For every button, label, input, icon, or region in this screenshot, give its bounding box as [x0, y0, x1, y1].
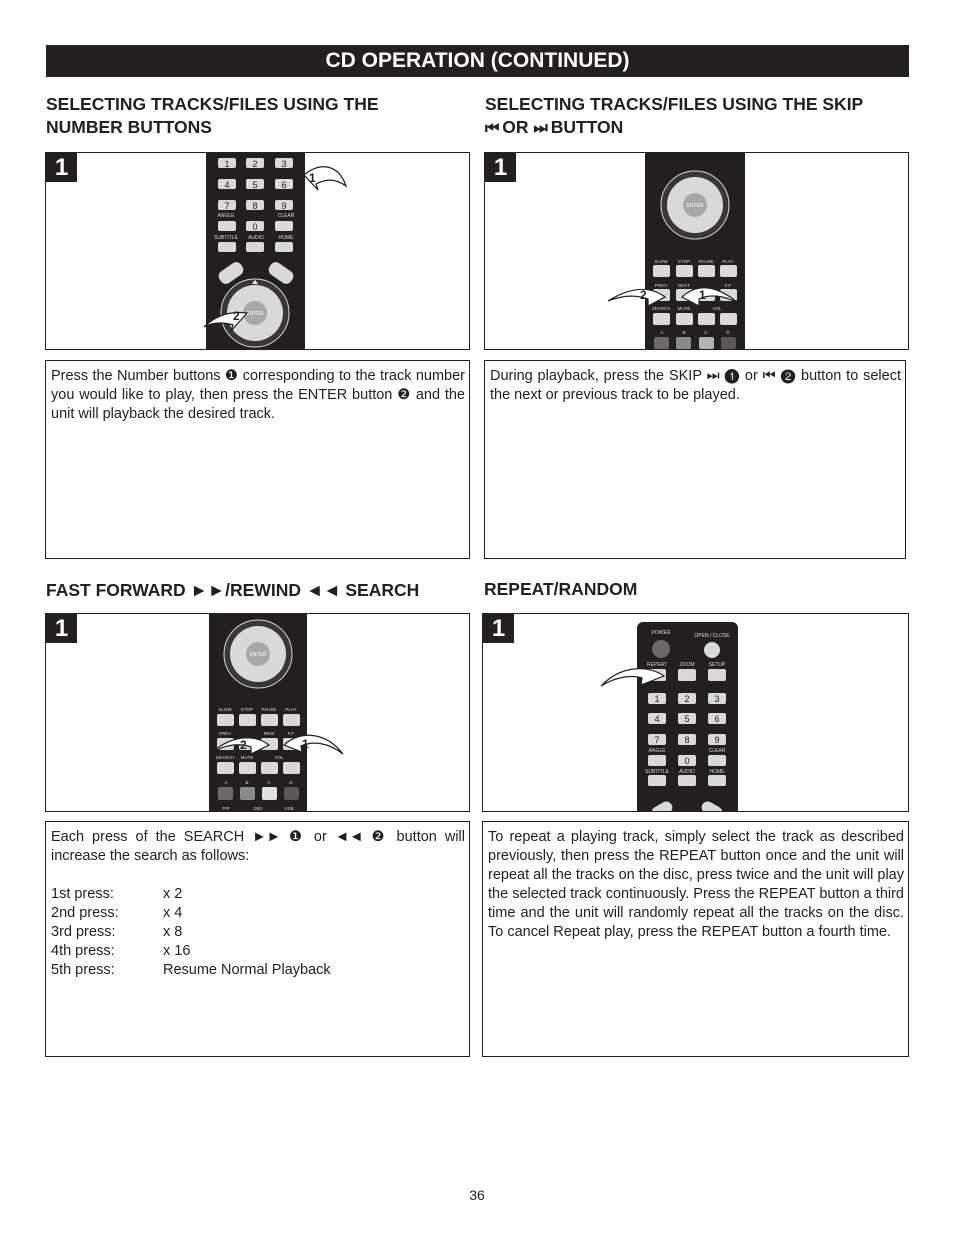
heading-button-word: BUTTON — [550, 117, 624, 137]
remote-label: C — [267, 780, 271, 785]
remote-label: D — [726, 330, 730, 335]
callout-arrows — [46, 614, 470, 812]
digit-label: 1 — [224, 159, 230, 169]
callout-number: 1 — [699, 288, 706, 302]
press-label: 5th press: — [51, 962, 115, 978]
remote-label: HOME — [278, 235, 294, 241]
remote-label: D — [289, 780, 293, 785]
press-label: 4th press: — [51, 943, 115, 959]
digit-label: 7 — [224, 201, 230, 211]
remote-label: PREV — [218, 731, 232, 736]
heading-or: OR — [502, 117, 529, 137]
remote-label: ENTER — [249, 652, 267, 658]
remote-label: POWER — [651, 630, 671, 636]
digit-label: 2 — [252, 159, 258, 169]
remote-label: CLEAR — [708, 748, 726, 754]
remote-label: PIP — [222, 806, 230, 811]
press-value: x 2 — [163, 886, 183, 902]
heading-line: SELECTING TRACKS/FILES USING THE — [46, 94, 379, 114]
search-speed-list — [51, 885, 465, 980]
callout-arrows — [483, 614, 909, 812]
instructions-skip: During playback, press the SKIP ⏭ ❶ or ⏮ ❷ button to select the next or previous track to be played. — [484, 360, 906, 559]
digit-label: 1 — [654, 694, 660, 704]
remote-label: ANGLE — [648, 748, 666, 754]
remote-label: ANGLE — [217, 213, 235, 219]
figure-repeat-button — [482, 613, 909, 812]
callout-number: 2 — [233, 309, 240, 323]
digit-label: 4 — [654, 714, 660, 724]
remote-label: USB — [284, 806, 294, 811]
remote-label: PAUSE — [261, 707, 277, 712]
figure-skip-buttons — [484, 152, 909, 350]
remote-label: SLOW — [218, 707, 232, 712]
step-number: 1 — [46, 153, 77, 182]
heading-line: SELECTING TRACKS/FILES USING THE SKIP — [485, 94, 864, 114]
remote-label: MUTE — [240, 755, 254, 760]
remote-label: VOL — [274, 755, 284, 760]
remote-label: REPEAT — [647, 662, 667, 668]
press-value: Resume Normal Playback — [163, 962, 331, 978]
remote-label: VOL — [712, 306, 722, 311]
digit-label: 6 — [281, 180, 287, 190]
remote-label: STOP — [677, 259, 691, 264]
callout-number: 1 — [309, 171, 316, 185]
page-number: 36 — [469, 1187, 485, 1203]
instructions-number-buttons: Press the Number buttons ❶ corresponding to the track number you would like to play, then press the ENTER button ❷ and the unit will playback the desired track. — [45, 360, 470, 559]
remote-label: ENTER — [686, 203, 704, 209]
section-banner: CD OPERATION (CONTINUED) — [46, 45, 909, 77]
step-number: 1 — [46, 614, 77, 643]
remote-label: NEXT — [677, 283, 691, 288]
remote-label: STOP — [240, 707, 254, 712]
remote-label: PREV — [654, 283, 668, 288]
remote-label: PAUSE — [698, 259, 714, 264]
press-value: x 8 — [163, 924, 183, 940]
digit-label: 8 — [684, 735, 690, 745]
digit-label: 5 — [252, 180, 258, 190]
press-label: 1st press: — [51, 886, 114, 902]
remote-label: HOME — [709, 769, 725, 775]
remote-label: CLEAR — [277, 213, 295, 219]
digit-label: 3 — [281, 159, 287, 169]
heading-skip — [485, 93, 909, 139]
figure-number-buttons — [45, 152, 470, 350]
figure-search-buttons — [45, 613, 470, 812]
step-number: 1 — [485, 153, 516, 182]
remote-label: PLAY — [285, 707, 297, 712]
list-item — [51, 885, 465, 904]
remote-label: F.F — [724, 283, 732, 288]
remote-label: 2ND — [253, 806, 263, 811]
heading-line — [485, 116, 909, 139]
digit-label: 2 — [684, 694, 690, 704]
callout-arrows — [485, 153, 909, 350]
remote-label: OPEN / CLOSE — [694, 633, 730, 639]
remote-label: SUBTITLE — [214, 235, 238, 241]
digit-label: 3 — [714, 694, 720, 704]
remote-label: SLOW — [654, 259, 668, 264]
remote-label: MUTE — [677, 306, 691, 311]
callout-arrows — [46, 153, 470, 350]
digit-label: 9 — [714, 735, 720, 745]
step-number: 1 — [483, 614, 514, 643]
digit-label: 0 — [252, 222, 258, 232]
remote-label: F.F — [287, 731, 295, 736]
remote-label: B — [245, 780, 249, 785]
remote-label: AUDIO — [679, 769, 695, 775]
remote-label: ENTER — [246, 311, 264, 317]
remote-label: REW — [263, 731, 275, 736]
list-item — [51, 904, 465, 923]
remote-label: ZOOM — [679, 662, 695, 668]
heading-search: FAST FORWARD ►►/REWIND ◄◄ SEARCH — [46, 580, 420, 600]
remote-label: B — [682, 330, 686, 335]
list-item — [51, 961, 465, 980]
remote-label: SEARCH — [651, 306, 671, 311]
callout-number: 2 — [240, 738, 247, 752]
digit-label: 8 — [252, 201, 258, 211]
digit-label: 5 — [684, 714, 690, 724]
digit-label: 4 — [224, 180, 230, 190]
press-value: x 4 — [163, 905, 183, 921]
heading-repeat: REPEAT/RANDOM — [484, 579, 638, 599]
remote-label: PLAY — [722, 259, 734, 264]
digit-label: 6 — [714, 714, 720, 724]
remote-label: A — [224, 780, 228, 785]
skip-next-icon: ⏭ — [533, 118, 546, 137]
digit-label: 9 — [281, 201, 287, 211]
remote-label: SEARCH — [215, 755, 235, 760]
press-label: 2nd press: — [51, 905, 119, 921]
instructions-repeat: To repeat a playing track, simply select the track as described previously, then press the REPEAT button once and the unit will repeat all the tracks on the disc, press twice and the unit will play the selected track continuously. Press the REPEAT button a third time and the unit will randomly repeat all the tracks on the disc. To cancel Repeat play, press the REPEAT button a fourth time. — [482, 821, 909, 1057]
remote-label: A — [660, 330, 664, 335]
heading-number-buttons — [46, 93, 466, 139]
list-item — [51, 942, 465, 961]
instructions-search — [45, 821, 470, 1057]
press-value: x 16 — [163, 943, 191, 959]
remote-label: SUBTITLE — [645, 769, 669, 775]
remote-label: C — [704, 330, 708, 335]
remote-label: AUDIO — [248, 235, 264, 241]
skip-prev-icon: ⏮ — [485, 118, 498, 137]
callout-number: 2 — [640, 288, 647, 302]
list-item — [51, 923, 465, 942]
search-intro: Each press of the SEARCH ►► ❶ or ◄◄ ❷ button will increase the search as follows: — [51, 829, 465, 864]
callout-number: 1 — [302, 737, 309, 751]
digit-label: 0 — [684, 756, 690, 766]
heading-line: NUMBER BUTTONS — [46, 117, 212, 137]
remote-label: SETUP — [708, 662, 726, 668]
digit-label: 7 — [654, 735, 660, 745]
press-label: 3rd press: — [51, 924, 116, 940]
